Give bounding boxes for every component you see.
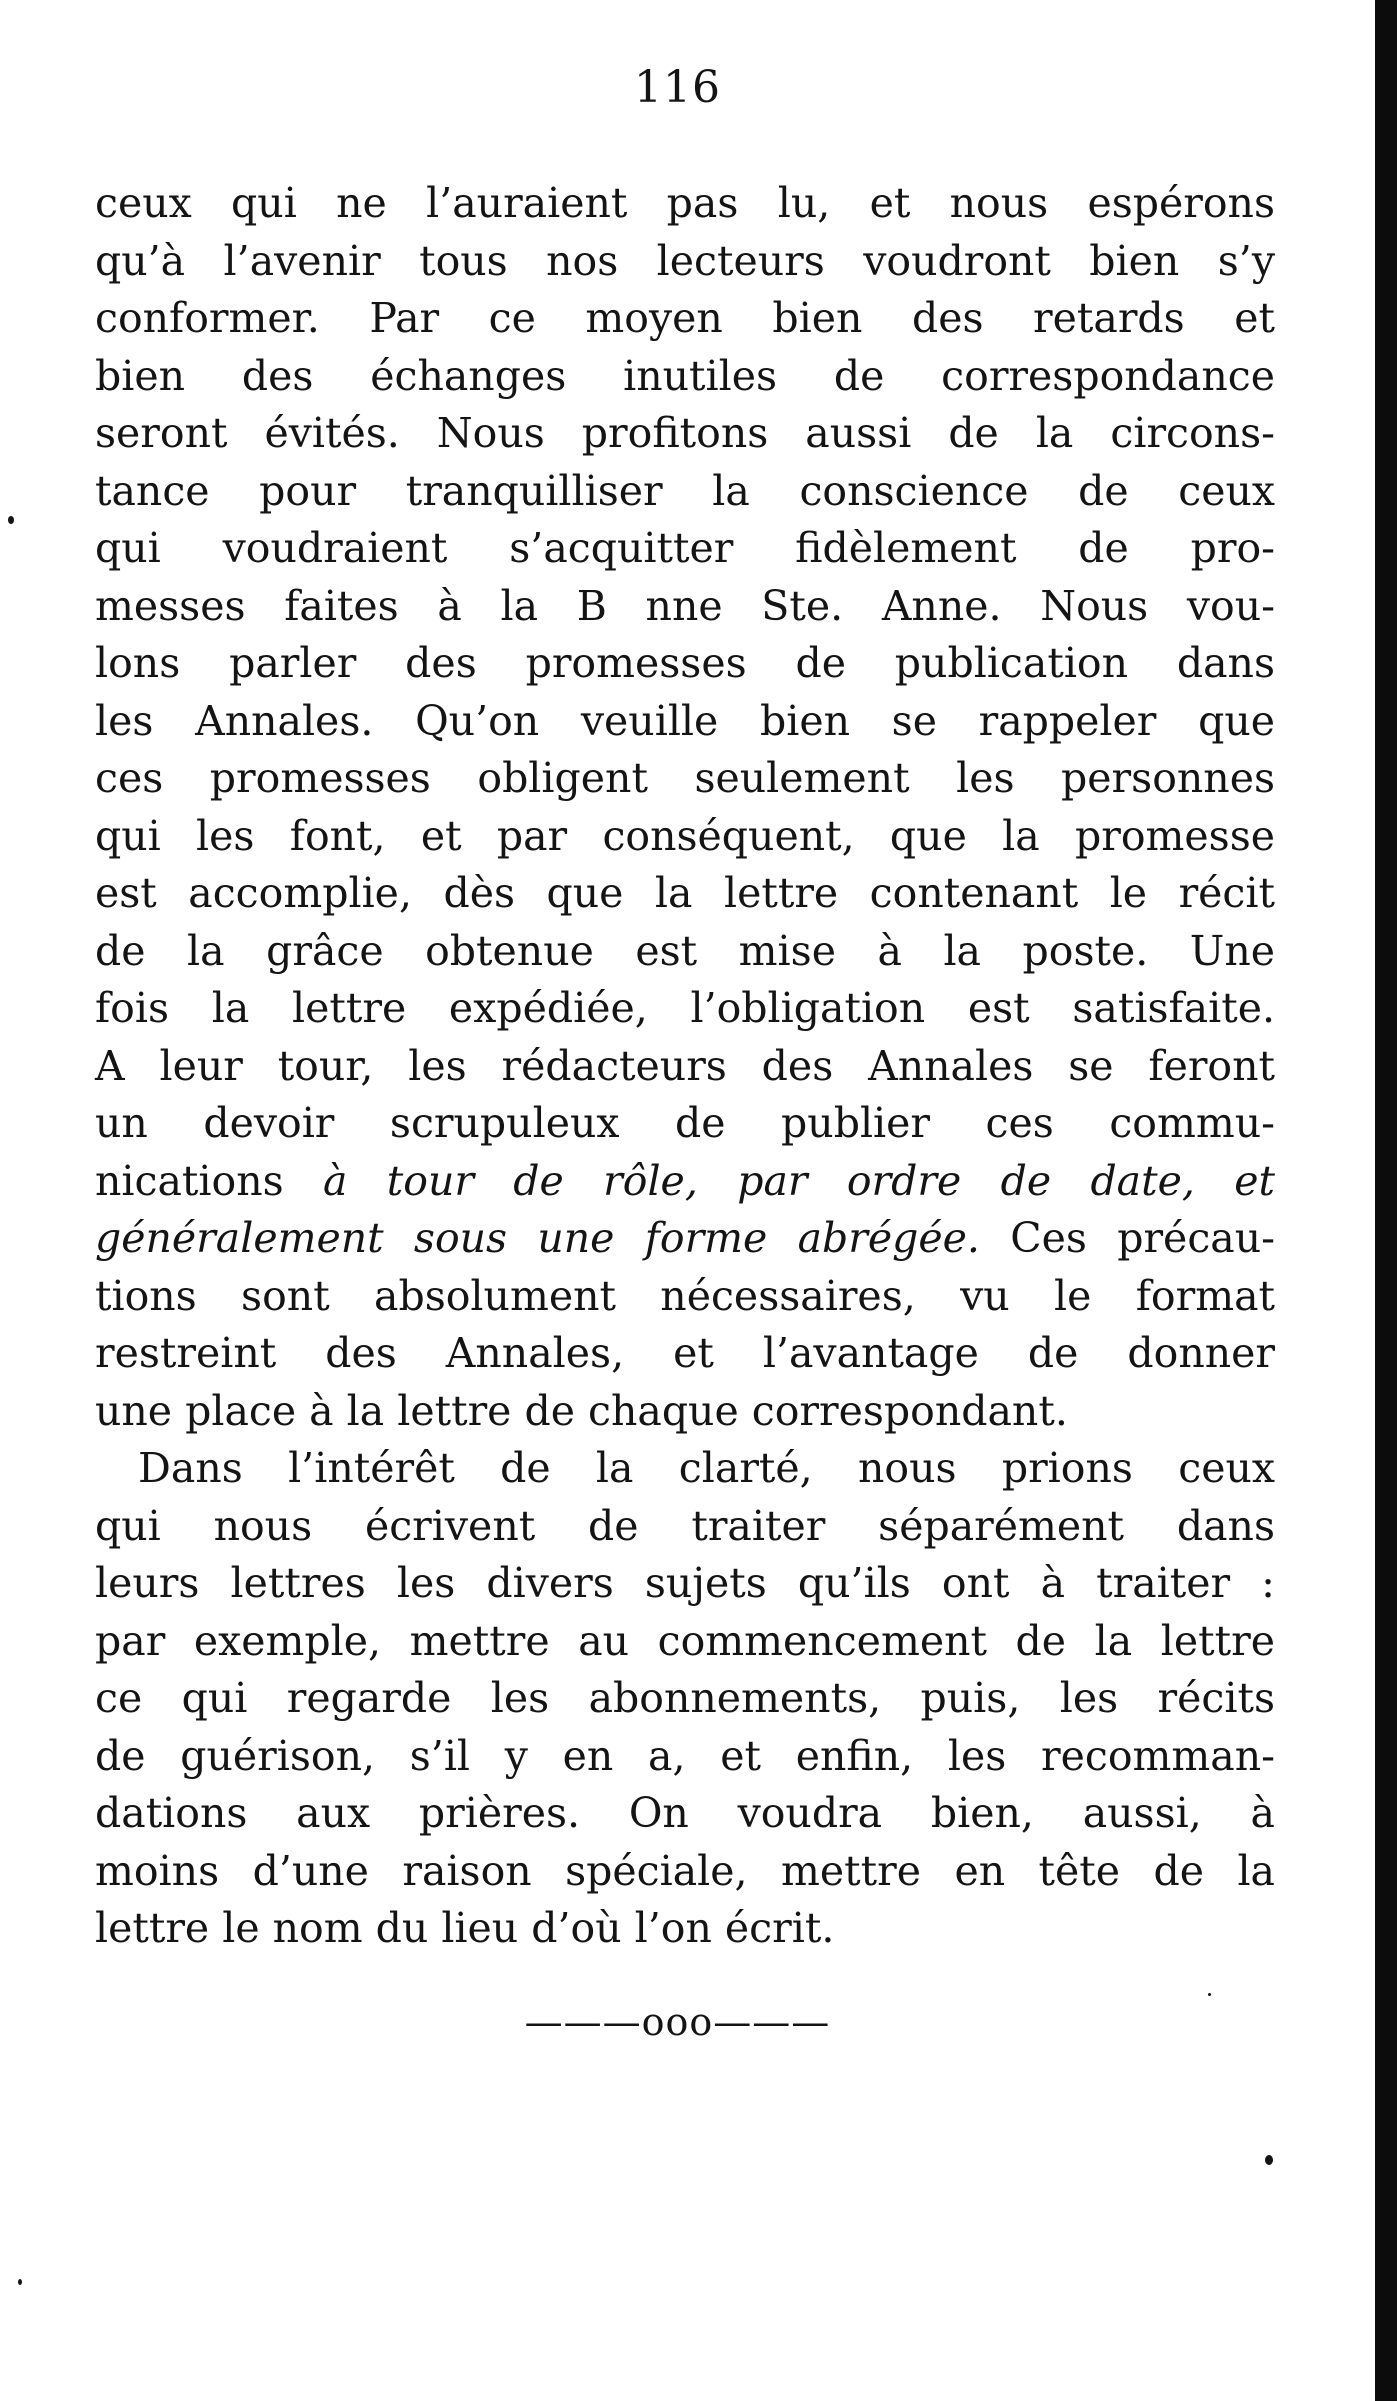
- paragraph2-line: Dans l’intérêt de la clarté, nous prions ceux: [138, 1444, 1275, 1492]
- text-line-italic-mix: [95, 1210, 1275, 1268]
- page-edge-shadow: [1375, 0, 1397, 2401]
- text-line: fois la lettre expédiée, l’obligation est satisfaite.: [95, 984, 1275, 1032]
- paragraph2-line: ce qui regarde les abonnements, puis, les récits: [95, 1674, 1275, 1722]
- paragraph2-line: par exemple, mettre au commencement de la lettre: [95, 1616, 1275, 1665]
- text-line: qu’à l’avenir tous nos lecteurs voudront bien s’y: [95, 236, 1275, 285]
- text-line: A leur tour, les rédacteurs des Annales se feront: [95, 1041, 1275, 1090]
- ink-speck: [1208, 1993, 1211, 1996]
- page-number: 116: [634, 62, 721, 113]
- line-normal-part: nications: [95, 1156, 323, 1205]
- text-line: ces promesses obligent seulement les personnes: [95, 754, 1275, 802]
- paragraph2-line: qui nous écrivent de traiter séparément dans: [95, 1501, 1275, 1550]
- text-line: bien des échanges inutiles de correspondance: [95, 351, 1275, 400]
- text-line: de la grâce obtenue est mise à la poste. Une: [95, 926, 1275, 975]
- text-line: lons parler des promesses de publication dans: [95, 639, 1275, 687]
- body-text: [95, 175, 1275, 1958]
- text-line: tions sont absolument nécessaires, vu le format: [95, 1271, 1275, 1320]
- text-line: les Annales. Qu’on veuille bien se rappeler que: [95, 696, 1275, 745]
- text-line: conformer. Par ce moyen bien des retards et: [95, 294, 1275, 342]
- ink-speck: [1265, 2155, 1273, 2165]
- section-separator: ———ooo———: [524, 2000, 831, 2044]
- text-line: seront évités. Nous profitons aussi de la circons-: [95, 409, 1275, 457]
- text-line: une place à la lettre de chaque correspondant.: [95, 1386, 1068, 1435]
- text-line: restreint des Annales, et l’avantage de donner: [95, 1329, 1275, 1377]
- text-line: qui les font, et par conséquent, que la promesse: [95, 811, 1275, 860]
- text-line: un devoir scrupuleux de publier ces commu-: [95, 1099, 1275, 1147]
- paragraph2-line: de guérison, s’il y en a, et enfin, les recomman-: [95, 1731, 1275, 1780]
- line-italic-part: généralement sous une forme abrégée.: [95, 1214, 980, 1262]
- text-line: ceux qui ne l’auraient pas lu, et nous espérons: [95, 179, 1275, 227]
- paragraph2-line: lettre le nom du lieu d’où l’on écrit.: [95, 1904, 835, 1952]
- paragraph2-line: moins d’une raison spéciale, mettre en tête de la: [95, 1846, 1275, 1895]
- text-line: qui voudraient s’acquitter fidèlement de pro-: [95, 524, 1275, 572]
- ink-speck: [8, 516, 14, 524]
- text-line: tance pour tranquilliser la conscience de ceux: [95, 466, 1275, 515]
- text-line: messes faites à la B nne Ste. Anne. Nous vou-: [95, 581, 1275, 630]
- line-normal-part: Ces précau-: [979, 1214, 1275, 1262]
- ink-speck: [18, 2279, 22, 2285]
- paragraph2-line: dations aux prières. On voudra bien, aussi, à: [95, 1789, 1275, 1837]
- text-line: est accomplie, dès que la lettre contenant le récit: [95, 869, 1275, 917]
- text-line-italic-mix: [95, 1153, 1275, 1211]
- paragraph2-line: leurs lettres les divers sujets qu’ils ont à traiter :: [95, 1559, 1275, 1607]
- line-italic-part: à tour de rôle, par ordre de date, et: [323, 1156, 1275, 1205]
